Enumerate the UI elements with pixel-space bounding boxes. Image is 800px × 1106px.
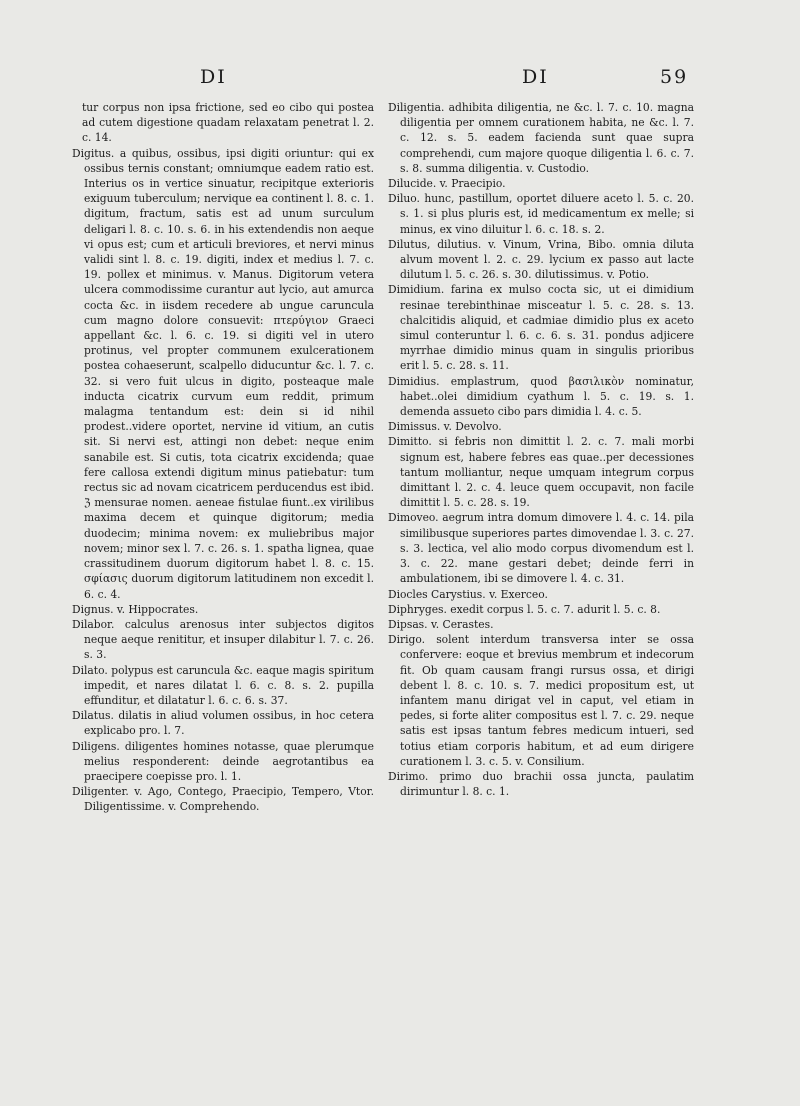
dictionary-entry: Dipsas. v. Cerastes. (388, 617, 494, 631)
page-number: 59 (660, 66, 689, 88)
dictionary-entry: Dimidius. emplastrum, quod βασιλικὸν nominatur, habet..olei dimidium cyathum l. 5. c. 19. s. 1. demenda assueto cibo pars dimidia l. 4. c. 5. (388, 374, 694, 419)
left-running-head: DI (200, 66, 227, 88)
right-column (388, 100, 694, 799)
dictionary-entry: Dimoveo. aegrum intra domum dimovere l. 4. c. 14. pila similibusque superiores partes dimovendae l. 3. c. 27. s. 3. lectica, vel alio modo corpus divomendum est l. 3. c. 22. mane gestari debet; deinde ferri in ambulationem, ibi se dimovere l. 4. c. 31. (388, 511, 694, 586)
dictionary-entry: Dignus. v. Hippocrates. (72, 602, 199, 616)
dictionary-entry: Dirimo. primo duo brachii ossa juncta, paulatim dirimuntur l. 8. c. 1. (388, 769, 694, 799)
dictionary-entry: Diligentia. adhibita diligentia, ne &c. l. 7. c. 10. magna diligentia per omnem curationem habita, ne &c. l. 7. c. 12. s. 5. eadem facienda sunt quae supra comprehendi, cum majore quoque diligentia l. 6. c. 7. s. 8. summa diligentia. v. Custodio. (388, 101, 694, 175)
left-column (72, 100, 374, 815)
dictionary-entry: Diphryges. exedit corpus l. 5. c. 7. adurit l. 5. c. 8. (388, 602, 661, 616)
dictionary-entry: Dirigo. solent interdum transversa inter se ossa confervere: eoque et brevius membrum et indecorum fit. Ob quam causam frangi rursus ossa, et dirigi debent l. 8. c. 10. s. 7. medici propositum est, ut infantem manu dirigat vel in caput, vel etiam in pedes, si forte aliter compositus est l. 7. c. 29. neque satis est ipsas tantum febres medicum intueri, sed totius etiam corporis habitum, et ad eum dirigere curationem l. 3. c. 5. v. Consilium. (388, 633, 694, 768)
dictionary-entry: Dimitto. si febris non dimittit l. 2. c. 7. mali morbi signum est, habere febres eas quae..per decessiones tantum molliantur, neque umquam integrum corpus dimittant l. 2. c. 4. leuce quem occupavit, non facile dimittit l. 5. c. 28. s. 19. (388, 435, 694, 510)
dictionary-entry: tur corpus non ipsa frictione, sed eo cibo qui postea ad cutem digestione quadam relaxatam penetrat l. 2. c. 14. (82, 101, 374, 145)
dictionary-entry: Dilutus, dilutius. v. Vinum, Vrina, Bibo. omnia diluta alvum movent l. 2. c. 29. lycium ex passo aut lacte dilutum l. 5. c. 26. s. 30. dilutissimus. v. Potio. (388, 237, 694, 282)
right-running-head: DI (522, 66, 549, 88)
dictionary-entry: Diligens. diligentes homines notasse, quae plerumque melius responderent: deinde aegrotantibus ea praecipere coepisse pro. l. 1. (72, 739, 374, 783)
dictionary-entry: Dimidium. farina ex mulso cocta sic, ut ei dimidium resinae terebinthinae misceatur l. 5. c. 28. s. 13. chalcitidis aliquid, et cadmiae dimidio plus ex aceto simul conteruntur l. 6. c. 6. s. 31. pondus adjicere myrrhae dimidio minus quam in singulis prioribus erit l. 5. c. 28. s. 11. (388, 283, 694, 373)
dictionary-entry: Digitus. a quibus, ossibus, ipsi digiti oriuntur: qui ex ossibus ternis constant; omniumque eadem ratio est. Interius os in vertice sinuatur, recipitque exterioris exiguum tuberculum; nervique ea continent l. 8. c. 1. digitum, fractum, satis est ad unum surculum deligari l. 8. c. 10. s. 6. in his extendendis non aeque vi opus est; cum et articuli breviores, et nervi minus validi sint l. 8. c. 19. digiti, index et medius l. 7. c. 19. pollex et minimus. v. Manus. Digitorum vetera ulcera commodissime curantur aut lycio, aut amurca cocta &c. in iisdem recedere ab ungue caruncula cum magno dolore consuevit: πτερύγιον Graeci appellant &c. l. 6. c. 19. si digiti vel in utero protinus, vel propter communem exulcerationem postea cohaeserunt, scalpello diducuntur &c. l. 7. c. 32. si vero fuit ulcus in digito, posteaque male inducta cicatrix curvum eum reddit, primum malagma tentandum est: dein si id nihil prodest..videre oportet, nervine id vitium, an cutis sit. Si nervi est, attingi non debet: neque enim sanabile est. Si cutis, tota cicatrix excidenda; quae fere callosa extendi digitum minus patiebatur: tum rectus sic ad novam cicatricem perducendus est ibid. ℨ mensurae nomen. aeneae fistulae fiunt..ex virilibus maxima decem et quinque digitorum; media duodecim; minima novem: ex muliebribus major novem; minor sex l. 7. c. 26. s. 1. spatha lignea, quae crassitudinem duorum digitorum habet l. 8. c. 15. σφίασις duorum digitorum latitudinem non excedit l. 6. c. 4. (72, 146, 374, 601)
dictionary-entry: Diocles Carystius. v. Exerceo. (388, 587, 548, 601)
dictionary-entry: Diluo. hunc, pastillum, oportet diluere aceto l. 5. c. 20. s. 1. si plus pluris est, id medicamentum ex melle; si minus, ex vino diluitur l. 6. c. 18. s. 2. (388, 192, 694, 236)
dictionary-entry: Dilabor. calculus arenosus inter subjectos digitos neque aeque renititur, et insuper dilabitur l. 7. c. 26. s. 3. (72, 617, 374, 662)
dictionary-entry: Diligenter. v. Ago, Contego, Praecipio, Tempero, Vtor. Diligentissime. v. Comprehendo. (72, 785, 374, 814)
dictionary-entry: Dilatus. dilatis in aliud volumen ossibus, in hoc cetera explicabo pro. l. 7. (72, 709, 374, 738)
dictionary-entry: Dilucide. v. Praecipio. (388, 177, 506, 191)
dictionary-entry: Dimissus. v. Devolvo. (388, 420, 502, 434)
dictionary-entry: Dilato. polypus est caruncula &c. eaque magis spiritum impedit, et nares dilatat l. 6. c. 8. s. 2. pupilla effunditur, et dilatatur l. 6. c. 6. s. 37. (72, 663, 374, 707)
